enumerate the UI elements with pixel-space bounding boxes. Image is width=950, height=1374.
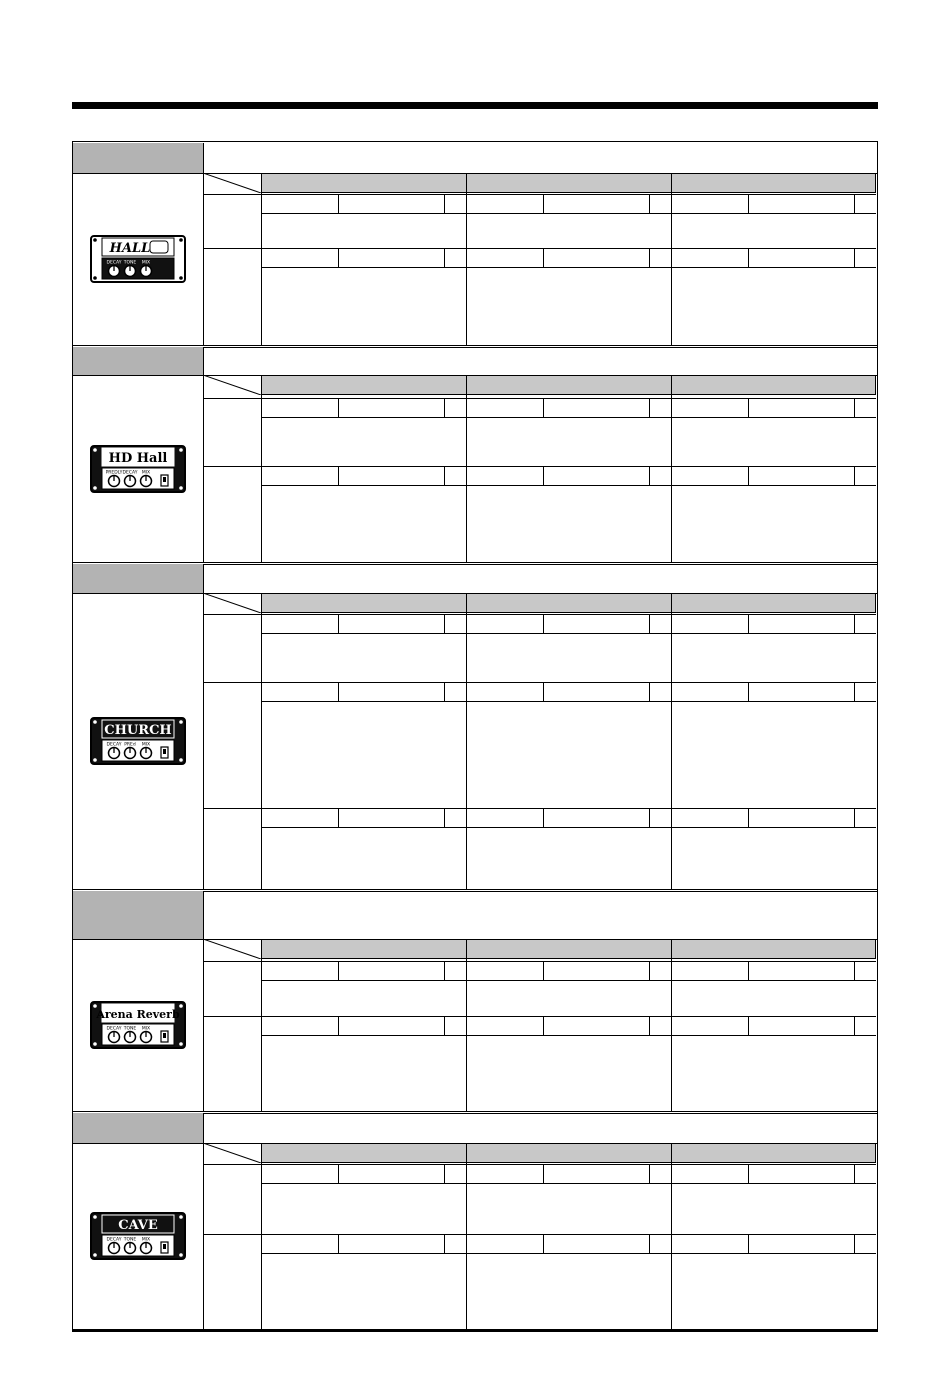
hall-logo-text: HALL: [109, 241, 151, 256]
hd-hall-logo-text: HD Hall: [108, 450, 168, 466]
hd-hall-name-col-line: [203, 375, 204, 562]
hall-g1-c1-tick-a: [543, 248, 544, 267]
arena-reverb-g1-c1-tick-b: [649, 1016, 650, 1035]
cave-screw-3: [179, 1253, 183, 1257]
cave-g0-c0-tick-b: [444, 1164, 445, 1183]
hall-param-col-line: [261, 173, 262, 345]
hd-hall-g1-c1-tick-b: [649, 466, 650, 485]
cave-knob-label-decay: DECAY: [106, 1237, 122, 1243]
hd-hall-param-col-line: [261, 375, 262, 562]
hall-group-0-subrule: [261, 213, 876, 214]
hall-param-header-bar: [261, 173, 876, 193]
hall-g1-c0-tick-b: [444, 248, 445, 267]
church-g0-c1-tick-b: [649, 614, 650, 633]
hd-hall-pedal-image: [90, 442, 186, 496]
church-param-col-line: [261, 593, 262, 889]
hd-hall-g1-c1-tick-a: [543, 466, 544, 485]
church-group-0-top: [203, 614, 876, 615]
hall-screw-2: [93, 276, 97, 280]
cave-g1-c1-tick-a: [543, 1234, 544, 1253]
church-pedal-image: [90, 714, 186, 768]
church-screw-1: [179, 720, 183, 724]
hall-group-1-top: [203, 248, 876, 249]
hd-hall-g0-c1-tick-a: [543, 398, 544, 417]
hd-hall-header-label-cell: [73, 347, 204, 375]
arena-reverb-g0-c2-tick-b: [854, 961, 855, 980]
hall-drum-icon: [150, 241, 168, 253]
church-screw-0: [93, 720, 97, 724]
church-group-1-subrule: [261, 701, 876, 702]
arena-reverb-corner-diagonal: [203, 939, 261, 959]
church-group-2-subrule: [261, 827, 876, 828]
hall-header-label-cell: [73, 143, 204, 173]
hall-group-1-subrule: [261, 267, 876, 268]
church-g1-c0-tick-b: [444, 682, 445, 701]
church-knob-label-decay: DECAY: [106, 742, 122, 748]
cave-g0-c2-tick-b: [854, 1164, 855, 1183]
arena-reverb-g0-c0-tick-b: [444, 961, 445, 980]
hall-g0-c1-tick-a: [543, 194, 544, 213]
hd-hall-param-header-bar: [261, 375, 876, 395]
cave-g1-c0-tick-b: [444, 1234, 445, 1253]
church-g0-c2-tick-a: [748, 614, 749, 633]
cave-group-1-subrule: [261, 1253, 876, 1254]
arena-reverb-group-0-top: [203, 961, 876, 962]
hall-name-col-line: [203, 173, 204, 345]
church-knob-label-pred: PREd: [124, 742, 136, 748]
cave-g1-c0-tick-a: [338, 1234, 339, 1253]
arena-reverb-col-divider-1: [671, 939, 672, 1111]
church-g1-c0-tick-a: [338, 682, 339, 701]
arena-reverb-g1-c0-tick-b: [444, 1016, 445, 1035]
hd-hall-col-divider-0: [466, 375, 467, 562]
arena-reverb-screw-3: [179, 1042, 183, 1046]
cave-screw-0: [93, 1215, 97, 1219]
page-header-rule: [72, 102, 878, 109]
cave-screw-2: [93, 1253, 97, 1257]
arena-reverb-g1-c2-tick-a: [748, 1016, 749, 1035]
cave-name-col-line: [203, 1143, 204, 1329]
arena-reverb-knob-label-tone: TONE: [123, 1026, 137, 1032]
arena-reverb-g0-c1-tick-b: [649, 961, 650, 980]
cave-section-bottom-rule: [72, 1329, 878, 1332]
hall-screw-0: [93, 238, 97, 242]
cave-logo-text: CAVE: [118, 1218, 158, 1233]
hd-hall-screw-3: [179, 486, 183, 490]
cave-param-header-bar: [261, 1143, 876, 1163]
church-g2-c2-tick-a: [748, 808, 749, 827]
hall-g1-c2-tick-b: [854, 248, 855, 267]
hall-g0-c2-tick-a: [748, 194, 749, 213]
church-g0-c2-tick-b: [854, 614, 855, 633]
cave-col-divider-1: [671, 1143, 672, 1329]
hd-hall-g0-c0-tick-b: [444, 398, 445, 417]
church-screw-3: [179, 758, 183, 762]
hd-hall-g0-c0-tick-a: [338, 398, 339, 417]
church-group-1-top: [203, 682, 876, 683]
hd-hall-knob-label-predly: PREDLY: [105, 470, 123, 475]
church-g1-c1-tick-a: [543, 682, 544, 701]
church-g2-c1-tick-a: [543, 808, 544, 827]
cave-group-1-top: [203, 1234, 876, 1235]
arena-reverb-col-divider-0: [466, 939, 467, 1111]
church-g2-c0-tick-a: [338, 808, 339, 827]
hd-hall-screw-2: [93, 486, 97, 490]
church-g0-c1-tick-a: [543, 614, 544, 633]
cave-g1-c1-tick-b: [649, 1234, 650, 1253]
cave-corner-diagonal: [203, 1143, 261, 1163]
hall-knob-label-tone: TONE: [123, 260, 137, 266]
hd-hall-g0-c2-tick-a: [748, 398, 749, 417]
church-g2-c1-tick-b: [649, 808, 650, 827]
church-group-2-top: [203, 808, 876, 809]
arena-reverb-g0-c0-tick-a: [338, 961, 339, 980]
arena-reverb-knob-label-mix: MIX: [141, 1026, 151, 1032]
hall-g0-c0-tick-a: [338, 194, 339, 213]
hall-screw-1: [179, 238, 183, 242]
arena-reverb-param-col-line: [261, 939, 262, 1111]
cave-header-label-cell: [73, 1113, 204, 1143]
cave-group-0-subrule: [261, 1183, 876, 1184]
cave-g1-c2-tick-a: [748, 1234, 749, 1253]
hall-g0-c0-tick-b: [444, 194, 445, 213]
hall-pedal-image: [90, 232, 186, 286]
hd-hall-g0-c2-tick-b: [854, 398, 855, 417]
arena-reverb-g0-c2-tick-a: [748, 961, 749, 980]
hall-g1-c1-tick-b: [649, 248, 650, 267]
church-corner-diagonal: [203, 593, 261, 613]
hd-hall-knob-label-decay: DECAY: [122, 470, 138, 475]
cave-col-divider-0: [466, 1143, 467, 1329]
cave-screw-1: [179, 1215, 183, 1219]
hall-knob-label-mix: MIX: [141, 260, 151, 266]
arena-reverb-header-label-cell: [73, 891, 204, 939]
church-header-label-cell: [73, 564, 204, 593]
arena-reverb-pedal-image: [90, 998, 186, 1052]
hall-g1-c2-tick-a: [748, 248, 749, 267]
hall-g0-c2-tick-b: [854, 194, 855, 213]
hall-col-divider-0: [466, 173, 467, 345]
cave-g0-c1-tick-b: [649, 1164, 650, 1183]
arena-reverb-screw-2: [93, 1042, 97, 1046]
hall-g0-c1-tick-b: [649, 194, 650, 213]
hd-hall-screw-0: [93, 448, 97, 452]
hd-hall-corner-diagonal: [203, 375, 261, 395]
church-logo-text: CHURCH: [104, 723, 172, 738]
arena-reverb-param-header-bar: [261, 939, 876, 959]
church-col-divider-1: [671, 593, 672, 889]
cave-param-col-line: [261, 1143, 262, 1329]
hd-hall-g1-c2-tick-a: [748, 466, 749, 485]
church-g1-c2-tick-a: [748, 682, 749, 701]
hd-hall-group-0-subrule: [261, 417, 876, 418]
hd-hall-group-1-top: [203, 466, 876, 467]
hall-corner-diagonal: [203, 173, 261, 193]
arena-reverb-g1-c1-tick-a: [543, 1016, 544, 1035]
arena-reverb-g1-c2-tick-b: [854, 1016, 855, 1035]
arena-reverb-g0-c1-tick-a: [543, 961, 544, 980]
hd-hall-g1-c0-tick-a: [338, 466, 339, 485]
hall-knob-label-decay: DECAY: [106, 260, 122, 266]
cave-knob-label-mix: MIX: [141, 1237, 151, 1243]
arena-reverb-name-col-line: [203, 939, 204, 1111]
hd-hall-g0-c1-tick-b: [649, 398, 650, 417]
cave-knob-label-tone: TONE: [123, 1237, 137, 1243]
hd-hall-col-divider-1: [671, 375, 672, 562]
hd-hall-group-1-subrule: [261, 485, 876, 486]
church-g1-c2-tick-b: [854, 682, 855, 701]
church-col-divider-0: [466, 593, 467, 889]
church-group-0-subrule: [261, 633, 876, 634]
church-screw-2: [93, 758, 97, 762]
arena-reverb-logo-text: Arena Reverb: [96, 1008, 180, 1021]
arena-reverb-screw-1: [179, 1004, 183, 1008]
church-g1-c1-tick-b: [649, 682, 650, 701]
cave-pedal-image: [90, 1209, 186, 1263]
church-name-col-line: [203, 593, 204, 889]
hall-col-divider-1: [671, 173, 672, 345]
arena-reverb-knob-label-decay: DECAY: [106, 1026, 122, 1032]
arena-reverb-group-0-subrule: [261, 980, 876, 981]
hd-hall-screw-1: [179, 448, 183, 452]
cave-g1-c2-tick-b: [854, 1234, 855, 1253]
church-g2-c2-tick-b: [854, 808, 855, 827]
arena-reverb-g1-c0-tick-a: [338, 1016, 339, 1035]
arena-reverb-group-1-top: [203, 1016, 876, 1017]
arena-reverb-group-1-subrule: [261, 1035, 876, 1036]
cave-g0-c2-tick-a: [748, 1164, 749, 1183]
church-param-header-bar: [261, 593, 876, 613]
church-g2-c0-tick-b: [444, 808, 445, 827]
hall-group-0-top: [203, 194, 876, 195]
church-g0-c0-tick-b: [444, 614, 445, 633]
cave-g0-c0-tick-a: [338, 1164, 339, 1183]
church-g0-c0-tick-a: [338, 614, 339, 633]
cave-group-0-top: [203, 1164, 876, 1165]
hall-g1-c0-tick-a: [338, 248, 339, 267]
church-knob-label-mix: MIX: [141, 742, 151, 748]
cave-g0-c1-tick-a: [543, 1164, 544, 1183]
hall-screw-3: [179, 276, 183, 280]
hd-hall-g1-c0-tick-b: [444, 466, 445, 485]
hd-hall-knob-label-mix: MIX: [141, 470, 151, 475]
hd-hall-group-0-top: [203, 398, 876, 399]
hd-hall-g1-c2-tick-b: [854, 466, 855, 485]
